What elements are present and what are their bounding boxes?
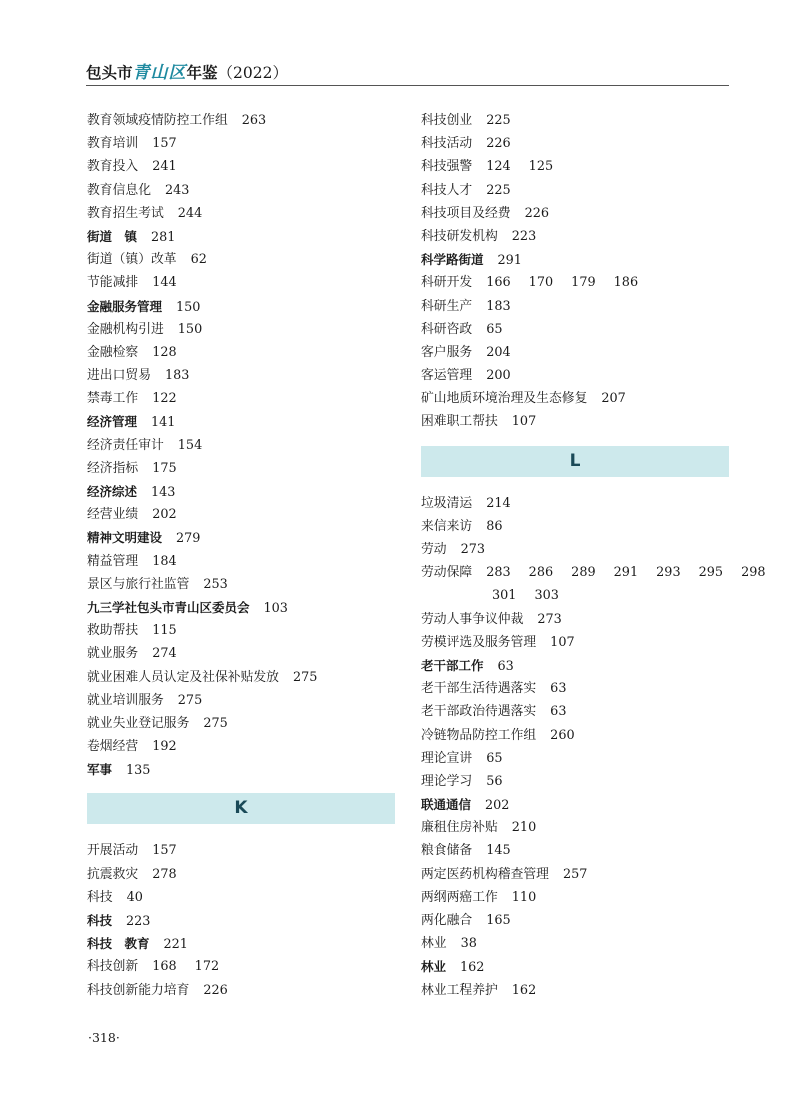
index-term: 老干部政治待遇落实 [421, 704, 537, 720]
index-term: 来信来访 [421, 518, 473, 534]
index-entry [87, 839, 397, 862]
index-term: 科技创新能力培育 [87, 982, 190, 998]
index-entry [421, 932, 731, 955]
index-entry [421, 839, 731, 862]
index-term: 教育领域疫情防控工作组 [87, 113, 228, 128]
index-page-refs: 244 [177, 205, 203, 221]
index-term: 教育招生考试 [87, 205, 164, 221]
index-page-refs: 103 [263, 600, 288, 616]
index-term: 就业服务 [87, 646, 139, 662]
left-entry-list [87, 109, 397, 781]
index-page-refs: 221 [163, 937, 188, 953]
index-term: 教育投入 [87, 159, 139, 175]
index-term: 理论学习 [421, 773, 473, 789]
index-page-refs: 210 [511, 820, 537, 836]
index-entry [87, 619, 397, 642]
index-page-refs: 168 172 [152, 959, 220, 975]
index-term: 劳动 [421, 542, 447, 557]
index-entry [87, 886, 397, 909]
index-term: 林业 [421, 959, 447, 975]
l-entry-list [421, 492, 766, 1002]
index-page-refs: 192 [152, 739, 177, 755]
index-term: 老干部生活待遇落实 [421, 681, 537, 697]
page-number: ·318· [88, 1030, 120, 1045]
header-year: （2022） [217, 64, 288, 82]
index-page-refs: 281 [151, 229, 176, 245]
index-page-refs: 226 [486, 136, 511, 152]
index-term: 冷链物品防控工作组 [421, 727, 537, 743]
index-page-refs: 145 [486, 843, 511, 859]
index-entry [87, 109, 397, 132]
index-entry [87, 642, 397, 665]
index-term: 经济综述 [87, 484, 138, 499]
index-term: 就业失业登记服务 [87, 715, 190, 731]
index-entry [87, 225, 397, 248]
index-term: 科技强警 [421, 159, 473, 175]
index-entry [87, 387, 397, 410]
index-term: 理论宣讲 [421, 750, 473, 766]
index-term: 科技活动 [421, 136, 473, 152]
index-term: 科研生产 [421, 298, 473, 314]
index-entry [87, 526, 397, 549]
index-entry [421, 515, 731, 538]
index-page-refs: 223 [511, 228, 537, 244]
index-entry [87, 503, 397, 526]
index-term: 客运管理 [421, 368, 473, 384]
index-entry [87, 863, 397, 886]
index-page-refs: 144 [152, 275, 177, 291]
index-term: 救助帮扶 [87, 623, 139, 639]
index-page-refs: 291 [497, 253, 522, 269]
index-entry [421, 271, 731, 294]
index-entry [421, 724, 731, 747]
index-page-refs: 56 [486, 773, 503, 789]
index-term: 两化融合 [421, 913, 473, 928]
index-page-refs: 175 [152, 460, 177, 476]
index-entry [421, 410, 731, 433]
index-entry [421, 295, 731, 318]
index-entry [87, 955, 397, 978]
index-page-refs: 150 [177, 321, 203, 337]
index-term: 两定医药机构稽查管理 [421, 866, 549, 882]
index-term: 老干部工作 [421, 657, 484, 673]
index-page-refs: 260 [550, 727, 575, 743]
index-entry [87, 573, 397, 596]
index-entry [421, 654, 731, 677]
index-page-refs: 135 [126, 763, 151, 779]
index-entry [421, 863, 731, 886]
index-page-refs: 62 [190, 252, 207, 268]
index-page-refs: 157 [152, 136, 177, 152]
index-page-refs: 207 [601, 391, 626, 407]
index-term: 联通通信 [421, 797, 472, 813]
index-page-refs: 214 [486, 495, 511, 511]
index-page-refs: 301 303 [492, 588, 559, 604]
index-page-refs: 110 [511, 889, 537, 905]
index-page-refs: 107 [550, 634, 575, 650]
index-page-refs: 165 [486, 913, 511, 928]
index-entry [87, 480, 397, 503]
index-term: 科学路街道 [421, 252, 484, 268]
index-term: 林业 [421, 936, 447, 952]
index-page-refs: 243 [164, 182, 190, 198]
index-term: 教育信息化 [87, 182, 151, 198]
index-term: 科技创新 [87, 959, 139, 975]
index-page-refs: 273 [537, 611, 562, 627]
index-term: 科技研发机构 [421, 228, 498, 244]
index-page-refs: 226 [524, 205, 550, 221]
index-term: 教育培训 [87, 136, 139, 152]
index-entry [421, 955, 731, 978]
index-term: 就业培训服务 [87, 692, 164, 708]
index-column-right [421, 109, 766, 1002]
index-term: 进出口贸易 [87, 368, 151, 384]
index-entry [87, 410, 397, 433]
index-entry [87, 735, 397, 758]
index-page-refs: 200 [486, 368, 511, 384]
index-page-refs: 141 [151, 415, 176, 431]
index-term: 金融检察 [87, 344, 139, 360]
index-entry [87, 364, 397, 387]
index-term: 廉租住房补贴 [421, 820, 498, 836]
index-page-refs: 166 170 179 186 [486, 275, 639, 291]
index-term: 抗震救灾 [87, 866, 139, 882]
index-entry [87, 689, 397, 712]
index-page-refs: 63 [550, 681, 567, 697]
index-page-refs: 226 [203, 982, 228, 998]
index-entry [87, 295, 397, 318]
index-term: 街道（镇）改革 [87, 252, 177, 268]
index-page-refs: 154 [177, 437, 203, 453]
index-term: 卷烟经营 [87, 739, 139, 755]
index-page-refs: 241 [152, 159, 177, 175]
index-term: 经济管理 [87, 414, 138, 430]
index-entry [421, 364, 731, 387]
index-page-refs: 63 [497, 658, 514, 674]
index-page-refs: 162 [460, 960, 485, 976]
header-city: 包头市 [86, 64, 133, 82]
index-page-refs: 274 [152, 646, 177, 662]
index-entry [421, 793, 731, 816]
index-term: 劳动人事争议仲裁 [421, 611, 524, 627]
index-page-refs: 183 [164, 368, 190, 384]
index-page-refs: 204 [486, 344, 511, 360]
index-term: 科技 [87, 889, 113, 905]
index-term: 经济责任审计 [87, 437, 164, 453]
index-entry [87, 179, 397, 202]
index-entry [87, 457, 397, 480]
index-term: 客户服务 [421, 344, 473, 360]
index-entry [421, 584, 731, 607]
index-term: 科技 教育 [87, 936, 150, 952]
index-entry [421, 202, 731, 225]
index-entry [87, 271, 397, 294]
index-page-refs: 202 [152, 507, 177, 523]
index-entry [421, 387, 731, 410]
index-term: 科技 [87, 913, 113, 928]
index-entry [421, 770, 731, 793]
index-entry [421, 979, 731, 1002]
index-page-refs: 122 [152, 391, 177, 407]
index-term: 街道 镇 [87, 228, 138, 244]
header-rule [86, 85, 729, 86]
k-entry-list [87, 839, 397, 1001]
index-page-refs: 150 [176, 299, 201, 315]
index-term: 粮食储备 [421, 843, 473, 859]
index-page-refs: 225 [486, 182, 511, 198]
index-term: 景区与旅行社监管 [87, 576, 190, 592]
index-term: 军事 [87, 762, 113, 778]
index-term: 垃圾清运 [421, 495, 473, 511]
index-page-refs: 107 [511, 414, 537, 430]
index-term: 开展活动 [87, 843, 139, 859]
index-entry [87, 909, 397, 932]
index-entry [87, 550, 397, 573]
index-page-refs: 279 [176, 531, 201, 547]
index-entry [87, 202, 397, 225]
index-page-refs: 278 [152, 866, 177, 882]
index-entry [421, 132, 731, 155]
index-entry [421, 608, 731, 631]
index-page-refs: 86 [486, 518, 503, 534]
index-page-refs: 275 [203, 715, 228, 731]
index-entry [87, 132, 397, 155]
section-heading-l: L [421, 446, 729, 477]
index-page-refs: 225 [486, 113, 511, 128]
index-term: 科研咨政 [421, 321, 473, 337]
index-term: 矿山地质环境治理及生态修复 [421, 391, 588, 407]
index-term: 就业困难人员认定及社保补贴发放 [87, 669, 279, 685]
index-entry [87, 318, 397, 341]
index-page-refs: 273 [460, 542, 486, 557]
index-page-refs: 184 [152, 553, 177, 569]
index-entry [421, 492, 731, 515]
index-term: 禁毒工作 [87, 391, 139, 407]
index-entry [421, 909, 731, 932]
index-page-refs: 283 286 289 291 293 295 298 [486, 565, 766, 581]
index-entry [87, 979, 397, 1002]
index-term: 困难职工帮扶 [421, 414, 498, 430]
index-page-refs: 223 [126, 914, 151, 929]
index-entry [421, 109, 731, 132]
index-term: 经营业绩 [87, 507, 139, 523]
index-page-refs: 115 [152, 623, 177, 639]
index-entry [87, 341, 397, 364]
index-column-left [87, 109, 397, 1002]
index-term: 经济指标 [87, 460, 139, 476]
index-page-refs: 38 [460, 936, 477, 952]
index-entry [87, 712, 397, 735]
index-entry [87, 596, 397, 619]
index-page-refs: 128 [152, 344, 177, 360]
section-heading-k: K [87, 793, 395, 824]
index-page-refs: 183 [486, 298, 511, 314]
index-entry [87, 434, 397, 457]
index-page-refs: 143 [151, 485, 176, 500]
index-entry [87, 932, 397, 955]
index-term: 精益管理 [87, 553, 139, 569]
index-page-refs: 40 [126, 889, 143, 905]
index-entry [421, 631, 731, 654]
header-yearbook: 年鉴 [186, 64, 218, 82]
index-term: 科技项目及经费 [421, 205, 511, 221]
index-term: 九三学社包头市青山区委员会 [87, 599, 250, 615]
right-entry-list [421, 109, 731, 434]
index-term: 劳动保障 [421, 565, 473, 581]
index-entry [421, 225, 731, 248]
index-page-refs: 124 125 [486, 159, 554, 175]
index-page-refs: 65 [486, 750, 503, 766]
index-page-refs: 275 [177, 692, 203, 708]
index-page-refs: 65 [486, 321, 503, 337]
index-entry [87, 758, 397, 781]
index-term: 科技创业 [421, 113, 473, 128]
index-entry [87, 248, 397, 271]
index-page-refs: 263 [241, 113, 267, 128]
index-page-refs: 253 [203, 576, 228, 592]
index-term: 金融机构引进 [87, 321, 164, 337]
index-term: 科技人才 [421, 182, 473, 198]
index-page-refs: 275 [292, 669, 318, 685]
index-entry [421, 816, 731, 839]
index-entry [87, 666, 397, 689]
index-entry [421, 561, 766, 584]
index-term: 科研开发 [421, 275, 473, 291]
index-entry [421, 677, 731, 700]
index-page-refs: 202 [485, 798, 510, 814]
index-entry [87, 155, 397, 178]
index-entry [421, 155, 731, 178]
header-district: 青山区 [132, 63, 187, 83]
index-term: 劳模评选及服务管理 [421, 634, 537, 650]
index-page-refs: 257 [562, 866, 588, 882]
index-entry [421, 538, 731, 561]
index-page-refs: 162 [511, 982, 537, 998]
index-entry [421, 886, 731, 909]
running-header [86, 58, 288, 84]
index-page-refs: 157 [152, 843, 177, 859]
index-term: 林业工程养护 [421, 982, 498, 998]
index-entry [421, 341, 731, 364]
index-entry [421, 248, 731, 271]
index-entry [421, 318, 731, 341]
index-entry [421, 700, 731, 723]
index-term: 金融服务管理 [87, 298, 163, 314]
index-term: 节能减排 [87, 275, 139, 291]
index-entry [421, 179, 731, 202]
index-term: 两纲两癌工作 [421, 889, 498, 905]
index-page-refs: 63 [550, 704, 567, 720]
index-entry [421, 747, 731, 770]
index-term: 精神文明建设 [87, 530, 163, 546]
